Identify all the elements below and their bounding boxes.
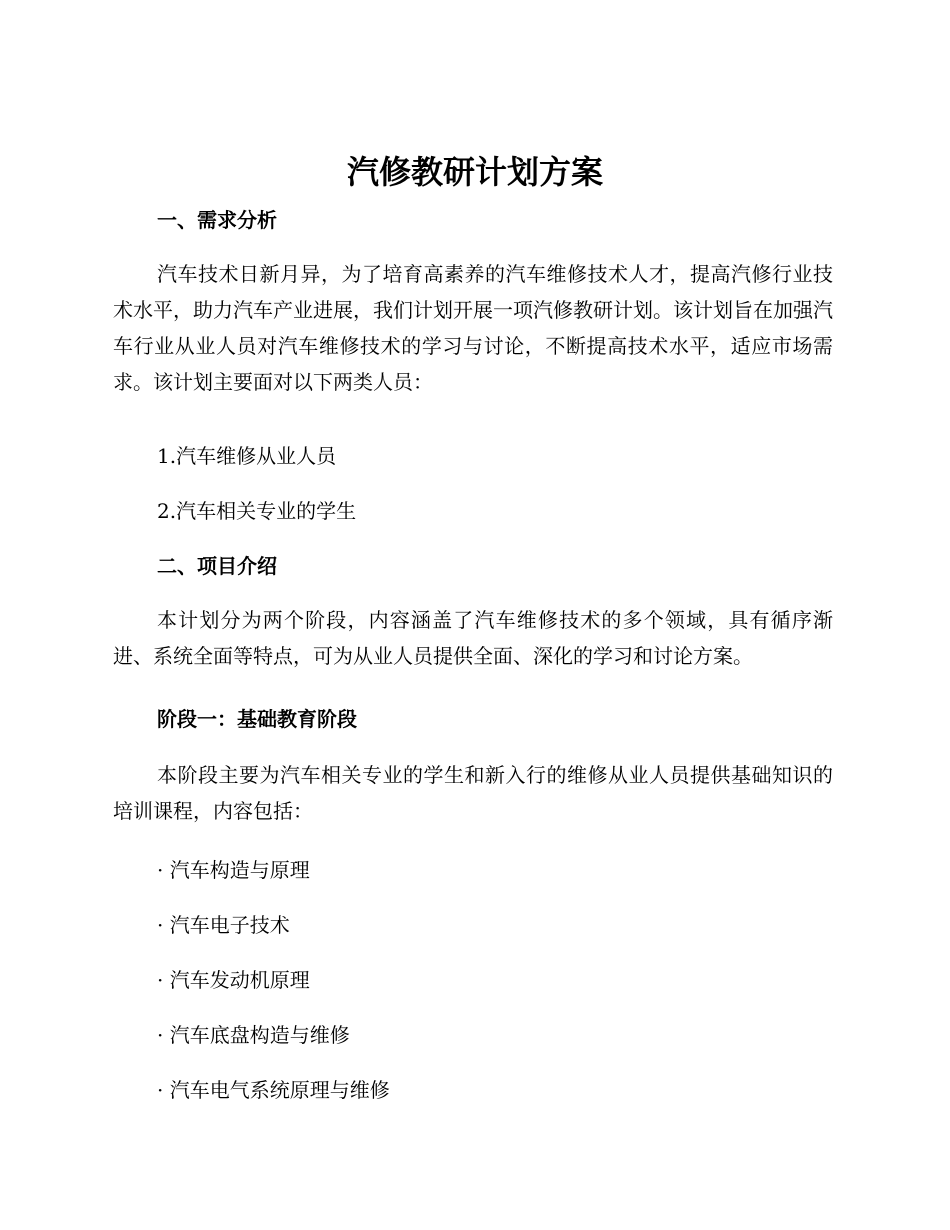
list-item: 1.汽车维修从业人员 [157,444,337,468]
list-item: · 汽车电子技术 [157,913,290,937]
section-heading-project-intro: 二、项目介绍 [157,554,277,578]
paragraph-needs-analysis: 汽车技术日新月异，为了培育高素养的汽车维修技术人才，提高汽修行业技术水平，助力汽车产业进展，我们计划开展一项汽修教研计划。该计划旨在加强汽车行业从业人员对汽车维修技术的学习与讨论，不断提高技术水平，适应市场需求。该计划主要面对以下两类人员： [113,262,833,394]
paragraph-project-intro: 本计划分为两个阶段，内容涵盖了汽车维修技术的多个领域，具有循序渐进、系统全面等特点，可为从业人员提供全面、深化的学习和讨论方案。 [113,608,833,668]
list-item: 2.汽车相关专业的学生 [157,499,357,523]
document-title: 汽修教研计划方案 [346,153,603,191]
list-item: · 汽车发动机原理 [157,968,310,992]
paragraph-basic-education: 本阶段主要为汽车相关专业的学生和新入行的维修从业人员提供基础知识的培训课程，内容包括： [113,763,833,823]
section-heading-needs-analysis: 一、需求分析 [157,208,277,232]
list-item: · 汽车电气系统原理与维修 [157,1078,390,1102]
stage-heading-basic-education: 阶段一：基础教育阶段 [157,707,357,731]
list-item: · 汽车构造与原理 [157,858,310,882]
list-item: · 汽车底盘构造与维修 [157,1023,350,1047]
